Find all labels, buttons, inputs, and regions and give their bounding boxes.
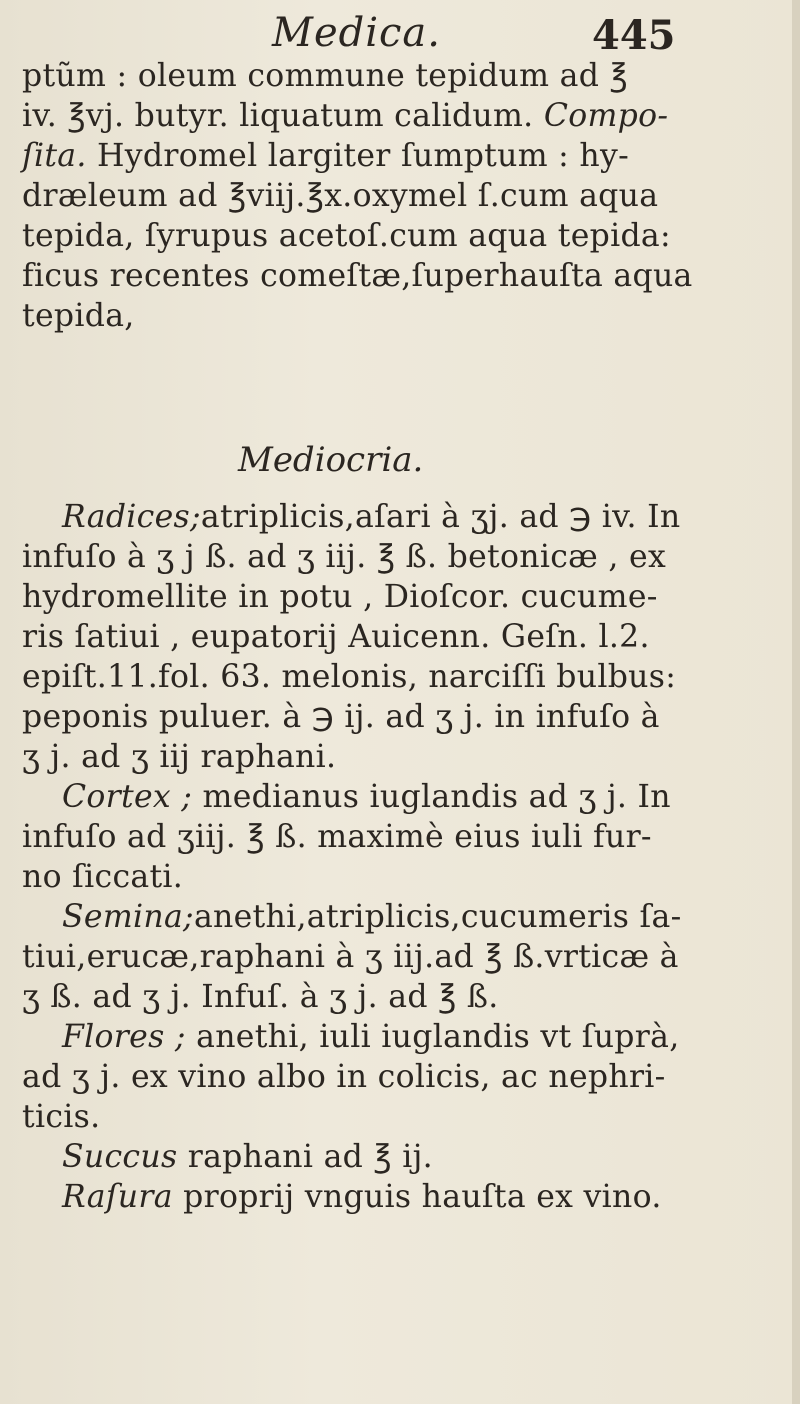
text-line — [22, 1057, 722, 1097]
line-text: hydromellite in potu , Dioſcor. cucume- — [22, 579, 658, 615]
entry-label: Succus — [62, 1139, 178, 1175]
line-text: infuſo à ʒ j ß. ad ʒ iij. ℥ ß. betonicæ , ex — [22, 539, 667, 575]
entry-label: Compo- — [543, 98, 669, 134]
text-line — [22, 697, 722, 737]
line-text: ficus recentes comeſtæ,ſuperhauſta aqua — [22, 258, 693, 294]
line-text: anethi,atriplicis,cucumeris ſa- — [193, 899, 682, 935]
line-text: peponis puluer. à ℈ ij. ad ʒ j. in infuſo à — [22, 699, 660, 735]
text-line — [22, 96, 722, 136]
line-text: epiſt.11.fol. 63. melonis, narciſſi bulbus: — [22, 659, 677, 695]
line-text: proprij vnguis hauſta ex vino. — [172, 1179, 662, 1215]
text-line — [22, 1017, 722, 1057]
text-line — [22, 136, 722, 176]
text-line — [22, 1097, 722, 1137]
text-line — [22, 577, 722, 617]
line-text: tepida, ſyrupus acetoſ.cum aqua tepida: — [22, 218, 671, 254]
line-text: anethi, iuli iuglandis vt ſuprà, — [185, 1019, 680, 1055]
line-text: ptũm : oleum commune tepidum ad ℥ — [22, 58, 628, 94]
line-text: raphani ad ℥ ij. — [177, 1139, 433, 1175]
text-line — [22, 497, 722, 537]
line-text: tiui,erucæ,raphani à ʒ iij.ad ℥ ß.vrticæ à — [22, 939, 679, 975]
text-line — [22, 1177, 722, 1217]
line-text: medianus iuglandis ad ʒ j. In — [192, 779, 671, 815]
text-line — [22, 817, 722, 857]
main-paragraph — [22, 497, 722, 1217]
text-line — [22, 216, 722, 256]
text-line — [22, 176, 722, 216]
text-line — [22, 737, 722, 777]
text-line — [22, 256, 722, 296]
text-line — [22, 537, 722, 577]
text-line — [22, 937, 722, 977]
page-number: 445 — [592, 12, 676, 59]
text-line — [22, 777, 722, 817]
text-line — [22, 857, 722, 897]
text-line — [22, 977, 722, 1017]
line-text: tepida, — [22, 298, 135, 334]
top-paragraph — [22, 56, 722, 336]
line-text: iv. ℥vj. butyr. liquatum calidum. — [22, 98, 544, 134]
entry-label: Raſura — [62, 1179, 173, 1215]
line-text: ad ʒ j. ex vino albo in colicis, ac nephri- — [22, 1059, 666, 1095]
text-line — [22, 296, 722, 336]
entry-label: Cortex ; — [62, 779, 193, 815]
line-text: ris ſatiui , eupatorij Auicenn. Geſn. l.2. — [22, 619, 650, 655]
line-text: Hydromel largiter ſumptum : hy- — [86, 138, 630, 174]
line-text: atriplicis,aſari à ʒj. ad ℈ iv. In — [200, 499, 681, 535]
line-text: dræleum ad ℥viij.℥x.oxymel ſ.cum aqua — [22, 178, 659, 214]
line-text: no ſiccati. — [22, 859, 184, 895]
line-text: ʒ j. ad ʒ iij raphani. — [22, 739, 337, 775]
entry-label: Radices; — [62, 499, 201, 535]
running-title: Medica. — [272, 10, 441, 56]
line-text: ticis. — [22, 1099, 101, 1135]
line-text: ʒ ß. ad ʒ j. Infuſ. à ʒ j. ad ℥ ß. — [22, 979, 499, 1015]
line-text: infuſo ad ʒiij. ℥ ß. maximè eius iuli fur- — [22, 819, 652, 855]
text-line — [22, 56, 722, 96]
entry-label: Semina; — [62, 899, 194, 935]
text-line — [22, 657, 722, 697]
text-line — [22, 1137, 722, 1177]
text-line — [22, 617, 722, 657]
entry-label: Flores ; — [62, 1019, 186, 1055]
text-line — [22, 897, 722, 937]
page-edge — [792, 0, 800, 1404]
entry-label: ſita. — [22, 138, 87, 174]
section-heading: Mediocria. — [238, 440, 424, 480]
